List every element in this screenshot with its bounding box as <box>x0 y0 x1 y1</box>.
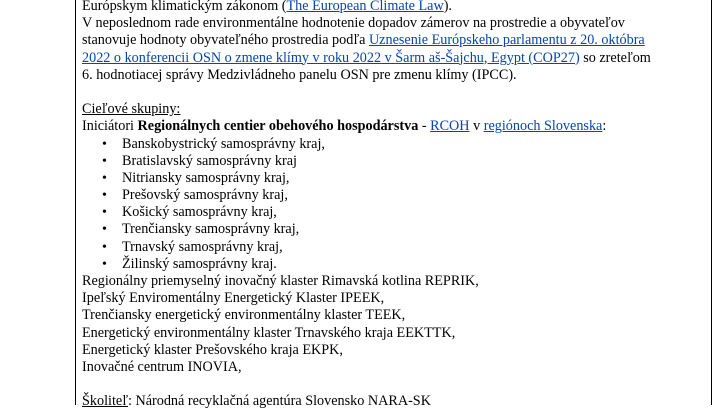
intro-line-2: V neposlednom rade environmentálne hodnotenie dopadov zámerov na prostredie a obyvateľov <box>82 15 625 32</box>
list-item: • Bratislavský samosprávny kraj <box>82 153 708 170</box>
cluster-line: Energetický environmentálny klaster Trnavského kraja EEKTTK, <box>82 324 456 341</box>
rcoh-link[interactable]: RCOH <box>430 118 470 135</box>
page-border-left <box>75 0 76 405</box>
list-item: • Trnavský samosprávny kraj, <box>82 239 708 256</box>
list-item: • Žilinský samosprávny kraj. <box>82 256 708 273</box>
intro-line-3: stanovuje hodnoty obyvateľného prostredia podľa Uznesenie Európskeho parlamentu z 20. októbra <box>82 32 645 49</box>
trainer-label: Školiteľ <box>82 393 128 410</box>
document-content <box>82 0 708 411</box>
ep-resolution-link-cont[interactable]: 2022 o konferencii OSN o zmene klímy v roku 2022 v Šarm aš-Šajchu, Egypt (COP27) <box>82 49 580 66</box>
target-groups-heading: Cieľové skupiny: <box>82 101 181 118</box>
spacer <box>82 376 708 393</box>
list-item: • Prešovský samosprávny kraj, <box>82 187 708 204</box>
intro-line-5: 6. hodnotiacej správy Medzivládneho panelu OSN pre zmenu klímy (IPCC). <box>82 66 517 83</box>
list-item: • Nitriansky samosprávny kraj, <box>82 170 708 187</box>
spacer <box>82 84 708 101</box>
list-item: • Banskobystrický samosprávny kraj, <box>82 136 708 153</box>
regions-link[interactable]: regiónoch Slovenska <box>483 118 603 135</box>
cluster-line: Ipeľský Enviromentálny Energetický Klaster IPEEK, <box>82 290 385 307</box>
ep-resolution-link[interactable]: Uznesenie Európskeho parlamentu z 20. októbra <box>368 32 645 49</box>
cluster-line: Regionálny priemyselný inovačný klaster Rimavská kotlina REPRIK, <box>82 273 479 289</box>
trainer-line: Školiteľ: Národná recyklačná agentúra Slovensko NARA-SK <box>82 393 431 410</box>
intro-line-1: Európskym klimatickým zákonom (The European Climate Law). <box>82 0 452 14</box>
regions-list <box>82 136 708 274</box>
page-border-right <box>711 0 712 405</box>
rcoh-title: Regionálnych centier obehového hospodárstva <box>137 118 419 135</box>
list-item: • Košický samosprávny kraj, <box>82 204 708 221</box>
list-item: • Trenčiansky samosprávny kraj, <box>82 221 708 238</box>
cluster-line: Energetický klaster Prešovského kraja EKPK, <box>82 341 343 358</box>
intro-line-4: 2022 o konferencii OSN o zmene klímy v roku 2022 v Šarm aš-Šajchu, Egypt (COP27) so zreteľom <box>82 49 651 66</box>
cluster-line: Inovačné centrum INOVIA, <box>82 358 242 375</box>
european-climate-law-link[interactable]: The European Climate Law <box>286 0 444 14</box>
initiators-line: Iniciátori Regionálnych centier obehového hospodárstva - RCOH v regiónoch Slovenska: <box>82 118 607 135</box>
cluster-line: Trenčiansky energetický environmentálny klaster TEEK, <box>82 307 406 324</box>
